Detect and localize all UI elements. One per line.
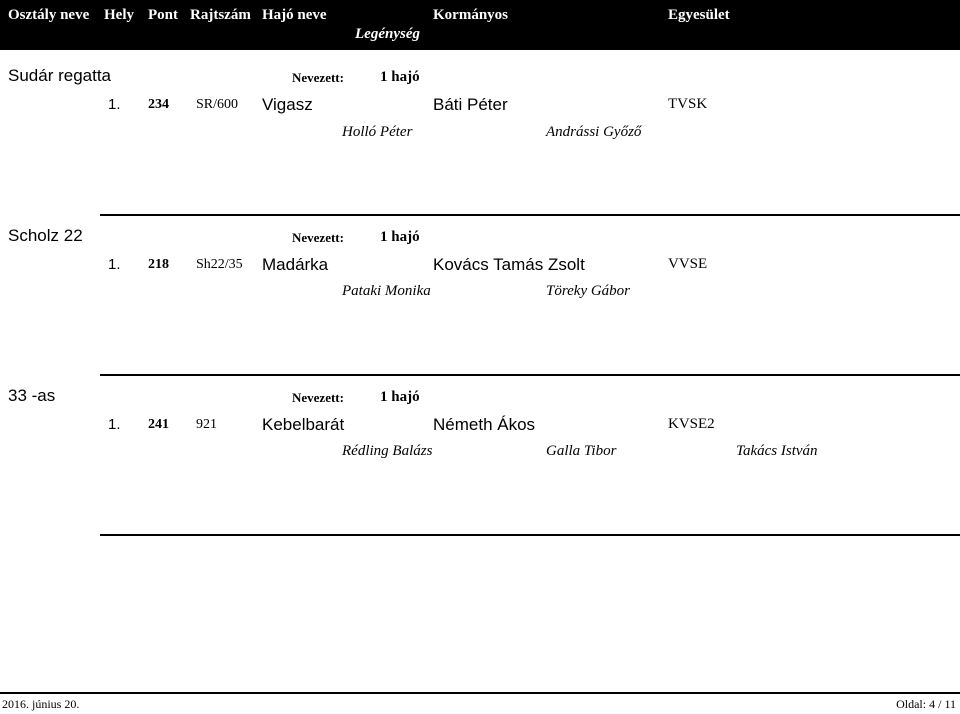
crew-member: Holló Péter bbox=[342, 124, 413, 140]
place: 1. bbox=[108, 256, 121, 273]
header-crew: Legénység bbox=[355, 26, 420, 42]
place: 1. bbox=[108, 416, 121, 433]
print-date: 2016. június 20. bbox=[2, 697, 80, 711]
start-number: SR/600 bbox=[196, 97, 239, 112]
entered-count: 1 hajó bbox=[380, 69, 420, 85]
header-club: Egyesület bbox=[668, 7, 730, 23]
start-number: 921 bbox=[196, 417, 217, 432]
start-number: Sh22/35 bbox=[196, 257, 243, 272]
header-place: Hely bbox=[104, 7, 134, 23]
skipper-name: Báti Péter bbox=[433, 95, 508, 114]
club-name: TVSK bbox=[668, 96, 708, 112]
sail-number: 234 bbox=[148, 97, 169, 112]
page-number: Oldal: 4 / 11 bbox=[896, 697, 956, 711]
entered-label: Nevezett: bbox=[292, 390, 344, 405]
section-divider bbox=[100, 214, 960, 216]
boat-name: Vigasz bbox=[262, 95, 313, 114]
crew-member: Töreky Gábor bbox=[546, 283, 631, 299]
sail-number: 241 bbox=[148, 417, 169, 432]
entered-label: Nevezett: bbox=[292, 70, 344, 85]
crew-member: Rédling Balázs bbox=[342, 443, 433, 459]
class-title: Scholz 22 bbox=[8, 226, 83, 245]
skipper-name: Németh Ákos bbox=[433, 415, 536, 434]
header-points: Pont bbox=[148, 7, 178, 23]
crew-member: Galla Tibor bbox=[546, 443, 617, 459]
skipper-name: Kovács Tamás Zsolt bbox=[433, 255, 585, 274]
entered-count: 1 hajó bbox=[380, 389, 420, 405]
section-divider bbox=[100, 534, 960, 536]
entered-label: Nevezett: bbox=[292, 230, 344, 245]
club-name: VVSE bbox=[668, 256, 708, 272]
sail-number: 218 bbox=[148, 257, 169, 272]
crew-member: Takács István bbox=[736, 443, 818, 459]
header-boat-name: Hajó neve bbox=[262, 7, 327, 23]
column-header-bar bbox=[0, 0, 960, 50]
club-name: KVSE2 bbox=[668, 416, 715, 432]
footer-divider bbox=[0, 692, 960, 694]
header-start-number: Rajtszám bbox=[190, 7, 251, 23]
boat-name: Kebelbarát bbox=[262, 415, 345, 434]
class-title: 33 -as bbox=[8, 386, 56, 405]
header-class-name: Osztály neve bbox=[8, 7, 90, 23]
boat-name: Madárka bbox=[262, 255, 329, 274]
place: 1. bbox=[108, 96, 121, 113]
entered-count: 1 hajó bbox=[380, 229, 420, 245]
section-divider bbox=[100, 374, 960, 376]
class-title: Sudár regatta bbox=[8, 66, 112, 85]
header-skipper: Kormányos bbox=[433, 7, 508, 23]
crew-member: Pataki Monika bbox=[342, 283, 431, 299]
crew-member: Andrássi Győző bbox=[546, 124, 642, 140]
